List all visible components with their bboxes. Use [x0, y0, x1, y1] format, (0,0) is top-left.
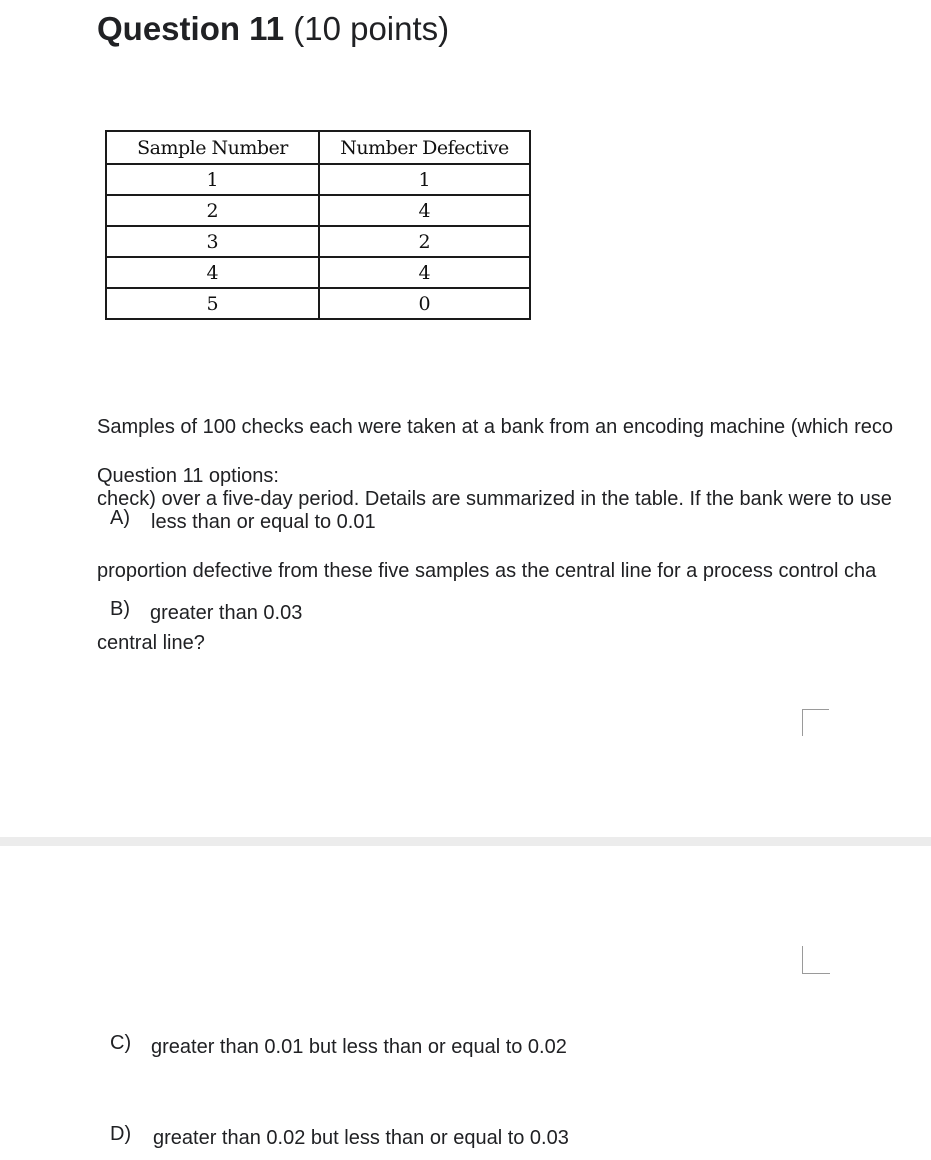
option-b-text: greater than 0.03 [150, 602, 303, 624]
question-points: (10 points) [293, 10, 450, 47]
cell-sample: 3 [106, 226, 319, 257]
table-header-row [106, 131, 530, 164]
prompt-line: central line? [97, 632, 205, 654]
table-row [106, 164, 530, 195]
table-row [106, 288, 530, 319]
option-b-letter: B) [110, 598, 130, 620]
defects-table [105, 130, 531, 320]
option-c-letter: C) [110, 1032, 132, 1054]
cell-sample: 4 [106, 257, 319, 288]
page-corner-top-icon [802, 709, 829, 736]
page-divider [0, 837, 931, 846]
cell-sample: 1 [106, 164, 319, 195]
cell-defective: 0 [319, 288, 530, 319]
table-row [106, 195, 530, 226]
cell-sample: 5 [106, 288, 319, 319]
table-row [106, 226, 530, 257]
cell-defective: 4 [319, 257, 530, 288]
prompt-line: proportion defective from these five samples as the central line for a process control cha [97, 560, 877, 582]
option-d-letter: D) [110, 1123, 132, 1145]
prompt-line: Samples of 100 checks each were taken at a bank from an encoding machine (which reco [97, 416, 893, 438]
options-label: Question 11 options: [97, 465, 279, 487]
question-title [97, 10, 449, 48]
header-sample-number: Sample Number [106, 131, 319, 164]
prompt-line: check) over a five-day period. Details are summarized in the table. If the bank were to use [97, 488, 892, 510]
option-d-text: greater than 0.02 but less than or equal to 0.03 [153, 1127, 569, 1149]
cell-defective: 2 [319, 226, 530, 257]
cell-defective: 1 [319, 164, 530, 195]
page-corner-bottom-icon [802, 946, 830, 974]
option-c-text: greater than 0.01 but less than or equal to 0.02 [151, 1036, 567, 1058]
header-number-defective: Number Defective [319, 131, 530, 164]
question-number: Question 11 [97, 10, 285, 47]
option-a-text: less than or equal to 0.01 [151, 511, 376, 533]
cell-defective: 4 [319, 195, 530, 226]
cell-sample: 2 [106, 195, 319, 226]
option-a-letter: A) [110, 507, 130, 529]
table-row [106, 257, 530, 288]
